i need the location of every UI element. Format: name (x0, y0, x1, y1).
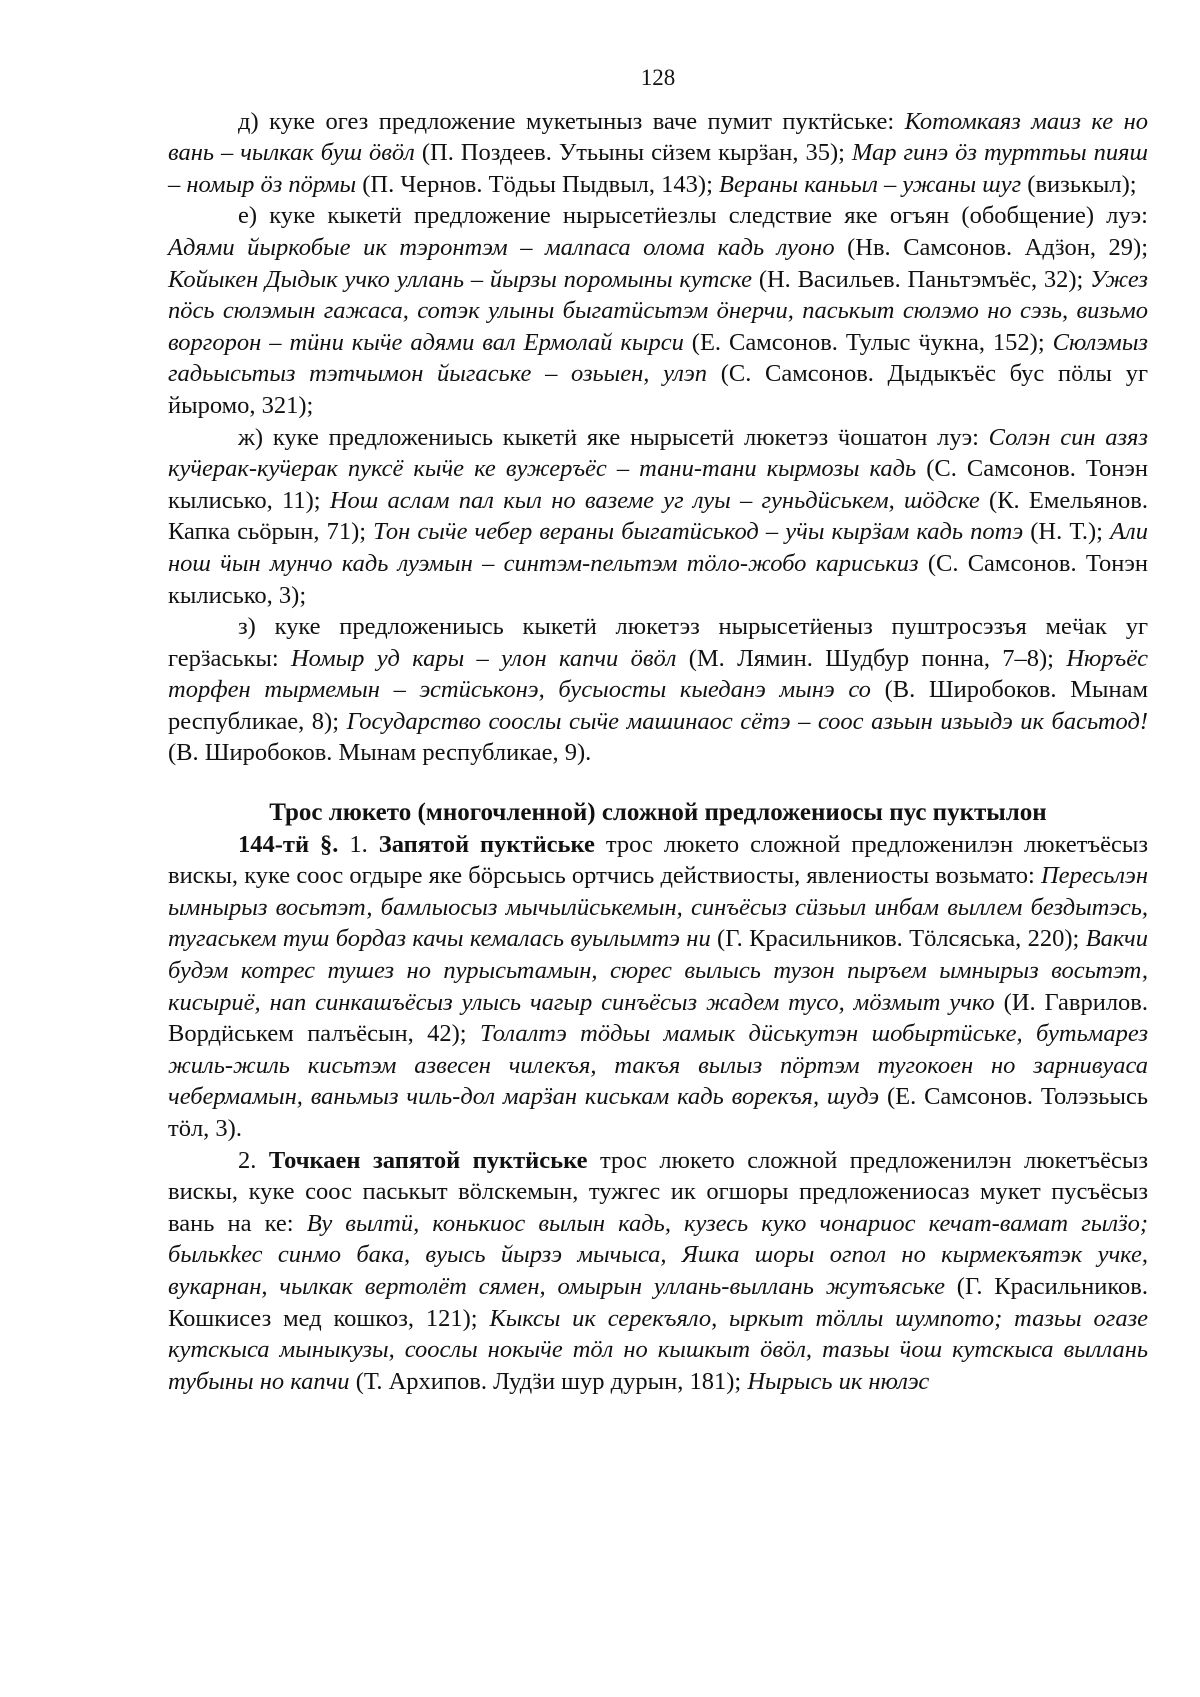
page-number: 128 (640, 65, 676, 90)
text-run: (Г. Красильников. Кошкисез мед кошкоз, 121); (168, 1272, 1148, 1332)
example-sentence: Ву вылтӥ, конькиос вылын кадь, кузесь куко чонариос кечат-вамат гылӟо; былькkес синмо бака, вуысь йырзэ мычыса, Яшка шоры огпол но кырмекъятэк учке, вукарнан, чылкак вертолёт сямен, омырын уллань-выллань жутъяське (168, 1209, 1148, 1300)
bold-run: Запятой пуктӥське (378, 830, 595, 858)
paragraph-144-2 (168, 1145, 1148, 1398)
example-sentence: Государство сооcлы сыӵе машинаос сётэ – соос азьын изьыдэ ик басьтод! (346, 707, 1148, 735)
example-sentence: Тон сыӵе чебер вераны быгатӥськод – уӵы кырӟам кадь потэ (373, 518, 1024, 546)
paragraph-e (168, 200, 1148, 421)
example-sentence: Кыксы ик серекъяло, ыркыт тӧллы шумпото; тазьы огазе кутскыса мыныкузы, сооcлы нокыӵе тӧл но кышкыт ӧвӧл, тазьы ӵош кутскыса выллань тубыны но капчи (168, 1304, 1149, 1395)
paragraph-z (168, 611, 1148, 769)
text-run: 2. (238, 1146, 269, 1174)
example-sentence: Вераны каньыл – ужаны шуг (719, 170, 1022, 198)
example-sentence: Толалтэ тӧдьы мамык дӥськутэн шобыртӥське, бутьмарез жиль-жиль кисьтэм азвесен чилекъя, такъя вылыз пӧртэм тугокоен но зарнивуаса чебермамын, ваньмыз чиль-дол марӟан киськам кадь ворекъя, шудэ (168, 1020, 1148, 1111)
text-run: (С. Самсонов. Дыдыкъёс бус пӧлы уг йыромо, 321); (168, 360, 1148, 419)
text-run: д) куке огез предложение мукетыныз ваче пумит пуктӥське: (238, 107, 905, 135)
text-run: (Нв. Самсонов. Адӟон, 29); (834, 233, 1148, 261)
text-run: (Н. Васильев. Паньтэмъёс, 32); (752, 265, 1091, 293)
bold-run: Точкаен запятой пуктӥське (268, 1146, 588, 1174)
bold-run: 144-тӥ §. (238, 830, 339, 858)
example-sentence: Номыр уд кары – улон капчи ӧвӧл (290, 644, 677, 672)
text-run: 1. (338, 830, 379, 858)
section-title: Трос люкето (многочленной) сложной предложениосы пус пуктылон (269, 799, 1047, 827)
example-sentence: Котомкаяз маиз ке но вань – чылкак буш ӧвӧл (168, 107, 1148, 167)
example-sentence: Нырысь ик нюлэс (747, 1367, 930, 1395)
text-run: з) куке предложениысь кыкетӥ люкетэз нырысетӥеныз пуштросэзъя меӵак уг герӟаськы: (168, 613, 1148, 672)
example-sentence: Вакчи будэм котрес тушез но пурысьтамын, сюрес вылысь тузон пыръем ымнырыз восьтэт, кисыриё, нап синкашъёсыз улысь чагыр синъёсыз жадем тусо, мӧзмыт учко (168, 925, 1148, 1016)
example-sentence: Нюръёс торфен тырмемын – эстӥськонэ, бусыосты кыеданэ мынэ со (168, 644, 1148, 704)
text-run: (М. Лямин. Шудбур понна, 7–8); (676, 644, 1067, 672)
text-run: трос люкето сложной предложенилэн люкетъёсыз вискы, куке соос паськыт вӧлскемын, тужгес ик огшоры предложениосаз мукет пусъёсыз вань на ке: (168, 1146, 1149, 1237)
example-sentence: Пересьлэн ымнырыз восьтэт, бамлыосыз мычылӥськемын, синъёсыз сӥзьыл инбам выллем бездытэсь, тугаськем туш бордаз качы кемалась вуылымтэ ни (168, 862, 1148, 953)
text-run: (Е. Самсонов. Толэзьысь тӧл, 3). (168, 1083, 1148, 1142)
example-sentence: Мар гинэ ӧз турттьы пияш – номыр ӧз пӧрмы (168, 139, 1148, 198)
text-run: (К. Емельянов. Капка сьӧрын, 71); (168, 486, 1148, 546)
example-sentence: Сюлэмыз гадьысьтыз тэтчымон йыгаське – озьыен, улэп (168, 328, 1148, 388)
text-run: (Т. Архипов. Лудӟи шур дурын, 181); (349, 1367, 748, 1395)
example-sentence: Адями йыркобые ик тэронтэм – малпаса олома кадь луоно (168, 233, 835, 261)
example-sentence: Нош аслам пал кыл но ваземе уг луы – гуньдӥськем, шӧдске (329, 486, 980, 514)
text-run: (визькыл); (1021, 170, 1137, 198)
example-sentence: Солэн син азяз куӵерак-куӵерак пуксё кыӵе ке вужеръёс – тани-тани кырмозы кадь (168, 423, 1148, 483)
text-run: (Е. Самсонов. Тулыс ӵукна, 152); (683, 328, 1053, 356)
paragraph-zh (168, 422, 1148, 612)
text-run: е) куке кыкетӥ предложение нырысетӥезлы следствие яке огъян (обобщение) луэ: (238, 202, 1148, 230)
document-page (168, 62, 1148, 1397)
text-run: (В. Широбоков. Мынам республикае, 9). (168, 739, 592, 767)
example-sentence: Али нош ӵын мунчо кадь луэмын – синтэм-пельтэм тӧло-жобо кариськиз (168, 518, 1148, 577)
text-run: трос люкето сложной предложенилэн люкетъёсыз вискы, куке соос огдыре яке бӧрсьысь ортчись действиосты, явлениосты возьмато: (168, 830, 1149, 890)
text-run: (П. Поздеев. Утьыны сӥзем кырӟан, 35); (414, 139, 852, 167)
text-run: (С. Самсонов. Тонэн кылисько, 11); (168, 455, 1148, 514)
example-sentence: Койыкен Дыдык учко уллань – йырзы поромыны кутске (168, 265, 753, 293)
example-sentence: Ужез пӧсь сюлэмын гажаса, сотэк улыны быгатӥсьтэм ӧнерчи, паськыт сюлэмо но сэзь, визьмо воргорон – тӥни кыӵе адями вал Ермолай кырси (168, 265, 1148, 356)
text-run: (С. Самсонов. Тонэн кылисько, 3); (168, 549, 1148, 609)
paragraph-d (168, 106, 1148, 201)
text-run: (П. Чернов. Тӧдьы Пыдвыл, 143); (356, 170, 719, 198)
text-run: (В. Широбоков. Мынам республикае, 8); (168, 676, 1148, 735)
text-run: (Н. Т.); (1023, 518, 1111, 546)
text-run: (Г. Красильников. Тӧлсяська, 220); (710, 925, 1086, 953)
text-run: (И. Гаврилов. Вордӥськем палъёсын, 42); (168, 988, 1148, 1048)
text-run: ж) куке предложениысь кыкетӥ яке нырысетӥ люкетэз ӵошатон луэ: (238, 423, 989, 451)
paragraph-144-1 (168, 829, 1148, 1145)
